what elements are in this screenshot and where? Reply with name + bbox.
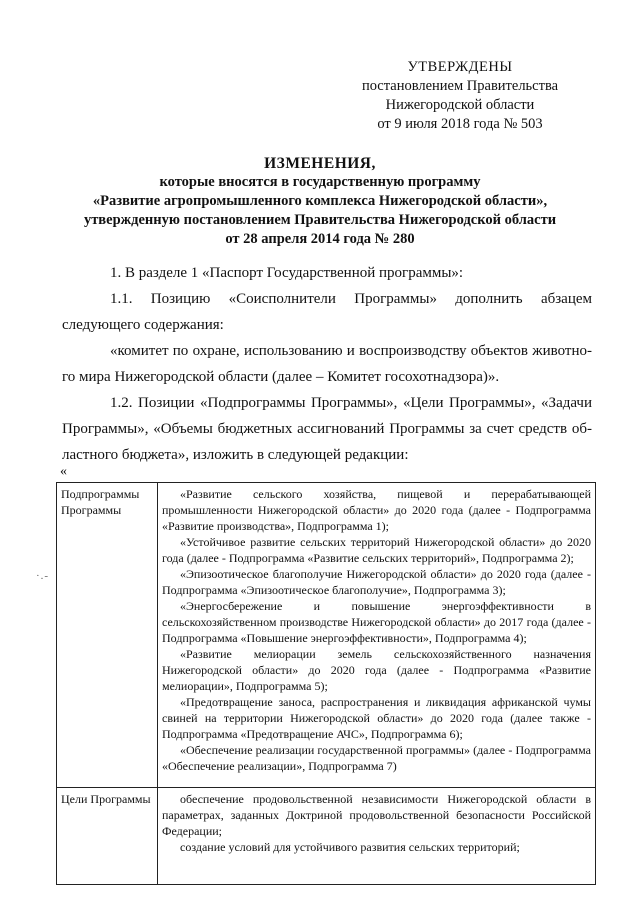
paragraph-quote-line2: го мира Нижегородской области (далее – Комитет госохотнадзора)». (62, 369, 500, 385)
goal-item: обеспечение продовольственной независимости Нижегородской области в параметрах, заданных Доктриной продовольственной безопасности Российской Федерации; (162, 792, 591, 838)
title-line: которые вносятся в государственную программу (159, 174, 481, 190)
paragraph-1-1 (62, 286, 592, 338)
title-line: от 28 апреля 2014 года № 280 (225, 231, 415, 247)
approval-line: Нижегородской области (385, 97, 535, 113)
subprogram-item: «Предотвращение заноса, распространения и ликвидация африканской чумы свиней на территории Нижегородской области» до 2020 года (далее также - Подпрограмма «Предотвращение АЧС», Подпрограмма 6); (162, 695, 591, 741)
document-title (20, 154, 620, 249)
paragraph-1-1-line1 (62, 286, 592, 312)
spacer (162, 855, 591, 881)
approval-line: постановлением Правительства (361, 78, 559, 94)
row-label-subprograms: Подпрограммы Программы (57, 483, 158, 788)
program-passport-table (56, 482, 596, 885)
title-main: ИЗМЕНЕНИЯ, (264, 155, 376, 172)
word: 1.1. (110, 291, 133, 307)
row-label-goals: Цели Программы (57, 788, 158, 885)
paragraph-1-2-line2: Программы», «Объемы бюджетных ассигнований Программы за счет средств об- (62, 421, 592, 437)
title-line: утвержденную постановлением Правительства Нижегородской области (83, 212, 557, 228)
subprogram-item: «Устойчивое развитие сельских территорий Нижегородской области» до 2020 года (далее - Подпрограмма «Развитие сельских территорий», Подпрограмма 2); (162, 535, 591, 565)
word: абзацем (540, 291, 593, 307)
paragraph-1-1-line2: следующего содержания: (62, 317, 224, 333)
paragraph-1 (62, 260, 592, 286)
subprogram-item: «Развитие сельского хозяйства, пищевой и перерабатывающей промышленности Нижегородской области» до 2020 года (далее - Подпрограмма «Развитие производства», Подпрограмма 1); (162, 487, 591, 533)
row-content-goals (158, 788, 596, 885)
paragraph-1-text: 1. В разделе 1 «Паспорт Государственной программы»: (110, 265, 464, 281)
approval-block (340, 58, 580, 134)
subprogram-item: «Развитие мелиорации земель сельскохозяйственного назначения Нижегородской области» до 2020 года (далее - Подпрограмма «Развитие мелиорации», Подпрограмма 5); (162, 647, 591, 693)
goal-item: создание условий для устойчивого развития сельских территорий; (180, 840, 520, 854)
title-line: «Развитие агропромышленного комплекса Нижегородской области», (92, 193, 548, 209)
approval-heading: УТВЕРЖДЕНЫ (407, 59, 513, 75)
paragraph-1-2-line1: 1.2. Позиции «Подпрограммы Программы», «Цели Программы», «Задачи (110, 395, 592, 411)
row-content-subprograms (158, 483, 596, 788)
paragraph-1-2 (62, 390, 592, 468)
paragraph-1-2-line3: ластного бюджета», изложить в следующей редакции: (62, 447, 409, 463)
subprogram-item: «Эпизоотическое благополучие Нижегородской области» до 2020 года (далее - Подпрограмма «Эпизоотическое благополучие», Подпрограмма 3); (162, 567, 591, 597)
opening-quote: « (60, 464, 67, 479)
spacer (162, 774, 591, 784)
word: Программы» (354, 291, 437, 307)
paragraph-quote-line1: «комитет по охране, использованию и воспроизводству объектов животно- (110, 343, 592, 359)
paragraph-quote (62, 338, 592, 390)
word: дополнить (455, 291, 523, 307)
word: «Соисполнители (228, 291, 336, 307)
table-row-goals (57, 788, 596, 885)
subprogram-item: «Энергосбережение и повышение энергоэффективности в сельскохозяйственном производстве Нижегородской области» до 2017 года (далее - Подпрограмма «Повышение энергоэффективности», Подпрограмма 4); (162, 599, 591, 645)
approval-line: от 9 июля 2018 года № 503 (377, 116, 543, 132)
word: Позицию (150, 291, 211, 307)
margin-mark: ·.- (36, 570, 50, 582)
subprogram-item: «Обеспечение реализации государственной программы» (далее - Подпрограмма «Обеспечение реализации», Подпрограмма 7) (162, 743, 591, 773)
table-row-subprograms (57, 483, 596, 788)
